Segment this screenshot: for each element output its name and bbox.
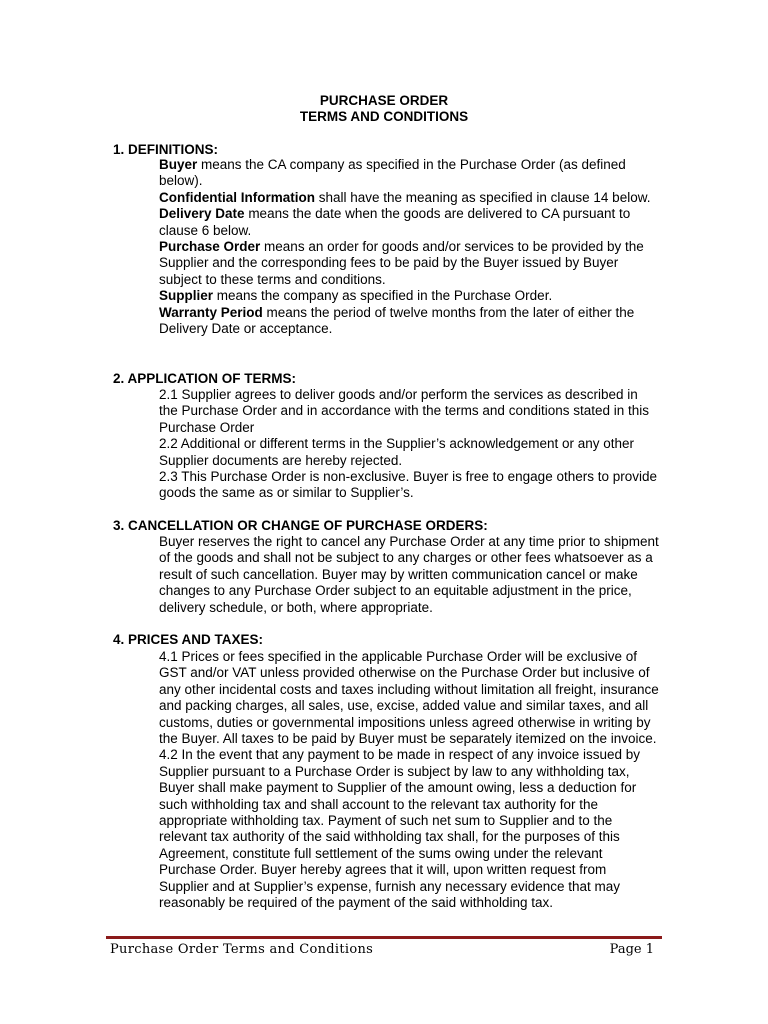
- clause-4-2: 4.2 In the event that any payment to be made in respect of any invoice issued by Supplier pursuant to a Purchase Order is subject by law to any withholding tax, Buyer shall make payment to Supplier of the amount owing, less a deduction for such withholding tax and shall account to the relevant tax authority for the appropriate withholding tax. Payment of such net sum to Supplier and to the relevant tax authority of the said withholding tax shall, for the purposes of this Agreement, constitute full settlement of the sums owing under the relevant Purchase Order. Buyer hereby agrees that it will, upon written request from Supplier and at Supplier’s expense, furnish any necessary evidence that may reasonably be required of the payment of the said withholding tax.: [159, 747, 641, 911]
- clause-2-3: 2.3 This Purchase Order is non-exclusive. Buyer is free to engage others to provide goods the same as or similar to Supplier’s.: [159, 469, 658, 501]
- footer-rule: [106, 936, 662, 939]
- term-supplier: Supplier: [159, 288, 214, 304]
- footer-page-number: Page 1: [609, 942, 654, 957]
- application-of-terms-block: [159, 387, 659, 502]
- document-title-line2: TERMS AND CONDITIONS: [299, 109, 469, 124]
- definition-purchase-order: [159, 239, 659, 288]
- section-heading-application-of-terms: 2. APPLICATION OF TERMS:: [113, 371, 297, 386]
- definitions-block: [159, 157, 659, 337]
- def-warranty-period: means the period of twelve months from the later of either the Delivery Date or acceptance.: [159, 304, 635, 337]
- clause-2-2: 2.2 Additional or different terms in the Supplier’s acknowledgement or any other Supplier documents are hereby rejected.: [159, 436, 635, 468]
- def-confidential-information: shall have the meaning as specified in clause 14 below.: [315, 189, 651, 205]
- def-delivery-date: means the date when the goods are delivered to CA pursuant to clause 6 below.: [159, 206, 631, 238]
- definition-confidential-information: [159, 190, 659, 206]
- cancellation-paragraph: Buyer reserves the right to cancel any Purchase Order at any time prior to shipment of the goods and shall not be subject to any charges or other fees whatsoever as a result of such cancellation. Buyer may by written communication cancel or make changes to any Purchase Order subject to an equitable adjustment in the price, delivery schedule, or both, where appropriate.: [159, 534, 659, 615]
- term-confidential-information: Confidential Information: [159, 189, 315, 205]
- clause-2-1: 2.1 Supplier agrees to deliver goods and/or perform the services as described in the Purchase Order and in accordance with the terms and conditions stated in this Purchase Order: [159, 387, 650, 435]
- prices-and-taxes-block: [159, 649, 659, 912]
- definition-buyer: [159, 157, 659, 190]
- term-purchase-order: Purchase Order: [159, 239, 261, 255]
- definition-delivery-date: [159, 206, 659, 239]
- term-delivery-date: Delivery Date: [159, 206, 245, 222]
- document-title-line1: PURCHASE ORDER: [319, 93, 449, 108]
- term-buyer: Buyer: [159, 157, 198, 172]
- section-heading-definitions: 1. DEFINITIONS:: [113, 142, 219, 157]
- definition-supplier: [159, 288, 659, 304]
- definition-warranty-period: [159, 305, 659, 338]
- def-buyer: means the CA company as specified in the Purchase Order (as defined below).: [159, 157, 626, 189]
- footer-document-name: Purchase Order Terms and Conditions: [110, 942, 374, 957]
- def-purchase-order: means an order for goods and/or services to be provided by the Supplier and the corresponding fees to be paid by the Buyer issued by Buyer subject to these terms and conditions.: [159, 239, 644, 287]
- section-heading-prices-and-taxes: 4. PRICES AND TAXES:: [113, 632, 264, 647]
- def-supplier: means the company as specified in the Purchase Order.: [213, 288, 553, 304]
- cancellation-block: [159, 534, 659, 616]
- term-warranty-period: Warranty Period: [159, 304, 263, 320]
- section-heading-cancellation: 3. CANCELLATION OR CHANGE OF PURCHASE ORDERS:: [113, 518, 488, 533]
- clause-4-1: 4.1 Prices or fees specified in the applicable Purchase Order will be exclusive of GST and/or VAT unless provided otherwise on the Purchase Order but inclusive of any other incidental costs and taxes including without limitation all freight, insurance and packing charges, all sales, use, excise, added value and similar taxes, and all customs, duties or governmental impositions unless agreed otherwise in writing by the Buyer. All taxes to be paid by Buyer must be separately itemized on the invoice.: [159, 649, 659, 747]
